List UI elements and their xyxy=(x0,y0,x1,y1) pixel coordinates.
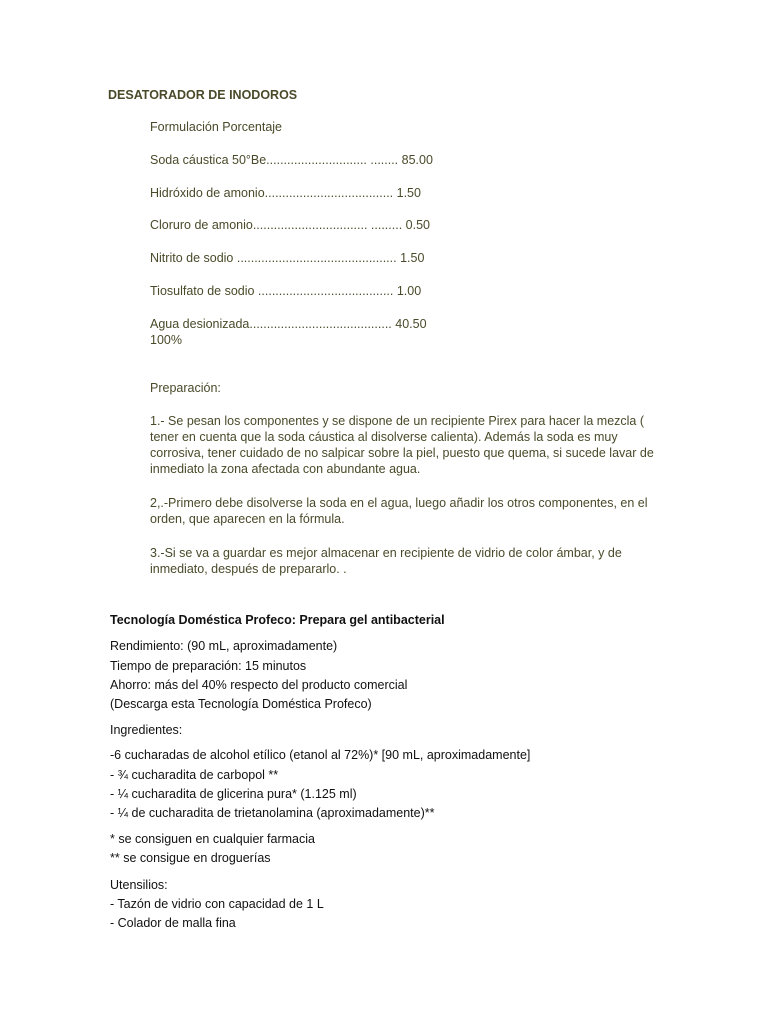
ingredient-item: - ¾ cucharadita de carbopol ** xyxy=(110,768,279,782)
formula-line-hidroxido: Hidróxido de amonio..................................... 1.50 xyxy=(150,186,421,200)
formula-line-agua: Agua desionizada......................................... 40.50 xyxy=(150,317,427,331)
formula-line-nitrito: Nitrito de sodio .............................................. 1.50 xyxy=(150,251,425,265)
ingredients-header: Ingredientes: xyxy=(110,723,183,737)
gel-tiempo: Tiempo de preparación: 15 minutos xyxy=(110,659,307,673)
ingredient-item: - ¼ cucharadita de glicerina pura* (1.125 ml) xyxy=(110,787,357,801)
ingredient-item: - ¼ de cucharadita de trietanolamina (aproximadamente)** xyxy=(110,806,435,820)
utensils-header: Utensilios: xyxy=(110,878,168,892)
preparation-step-3: 3.-Si se va a guardar es mejor almacenar en recipiente de vidrio de color ámbar, y de inmediato, después de prepararlo. . xyxy=(150,546,622,576)
gel-descarga: (Descarga esta Tecnología Doméstica Profeco) xyxy=(110,697,372,711)
formula-line-soda: Soda cáustica 50°Be............................. ........ 85.00 xyxy=(150,153,433,167)
document-title: DESATORADOR DE INODOROS xyxy=(108,88,298,102)
formula-line-cloruro: Cloruro de amonio................................. ......... 0.50 xyxy=(150,218,430,232)
gel-section-title: Tecnología Doméstica Profeco: Prepara gel antibacterial xyxy=(110,613,445,627)
utensil-item: - Tazón de vidrio con capacidad de 1 L xyxy=(110,897,324,911)
gel-rendimiento: Rendimiento: (90 mL, aproximadamente) xyxy=(110,639,338,653)
preparation-step-2: 2,.-Primero debe disolverse la soda en el agua, luego añadir los otros componentes, en el orden, que aparecen en la fórmula. xyxy=(150,496,648,526)
utensil-item: - Colador de malla fina xyxy=(110,916,236,930)
note-farmacia: * se consiguen en cualquier farmacia xyxy=(110,832,315,846)
gel-ahorro: Ahorro: más del 40% respecto del producto comercial xyxy=(110,678,408,692)
formula-total: 100% xyxy=(150,333,182,347)
formulation-header: Formulación Porcentaje xyxy=(150,120,283,134)
preparation-step-1: 1.- Se pesan los componentes y se dispone de un recipiente Pirex para hacer la mezcla ( tener en cuenta que la soda cáustica al disolverse calienta). Además la soda es muy corrosiva, tener cuidado de no salpicar sobre la piel, puesto que quema, si sucede lavar de inmediato la zona afectada con abundante agua. xyxy=(150,414,654,476)
note-droguerias: ** se consigue en droguerías xyxy=(110,851,271,865)
ingredient-item: -6 cucharadas de alcohol etílico (etanol al 72%)* [90 mL, aproximadamente] xyxy=(110,748,531,762)
formula-line-tiosulfato: Tiosulfato de sodio ....................................... 1.00 xyxy=(150,284,422,298)
preparation-header: Preparación: xyxy=(150,381,221,395)
